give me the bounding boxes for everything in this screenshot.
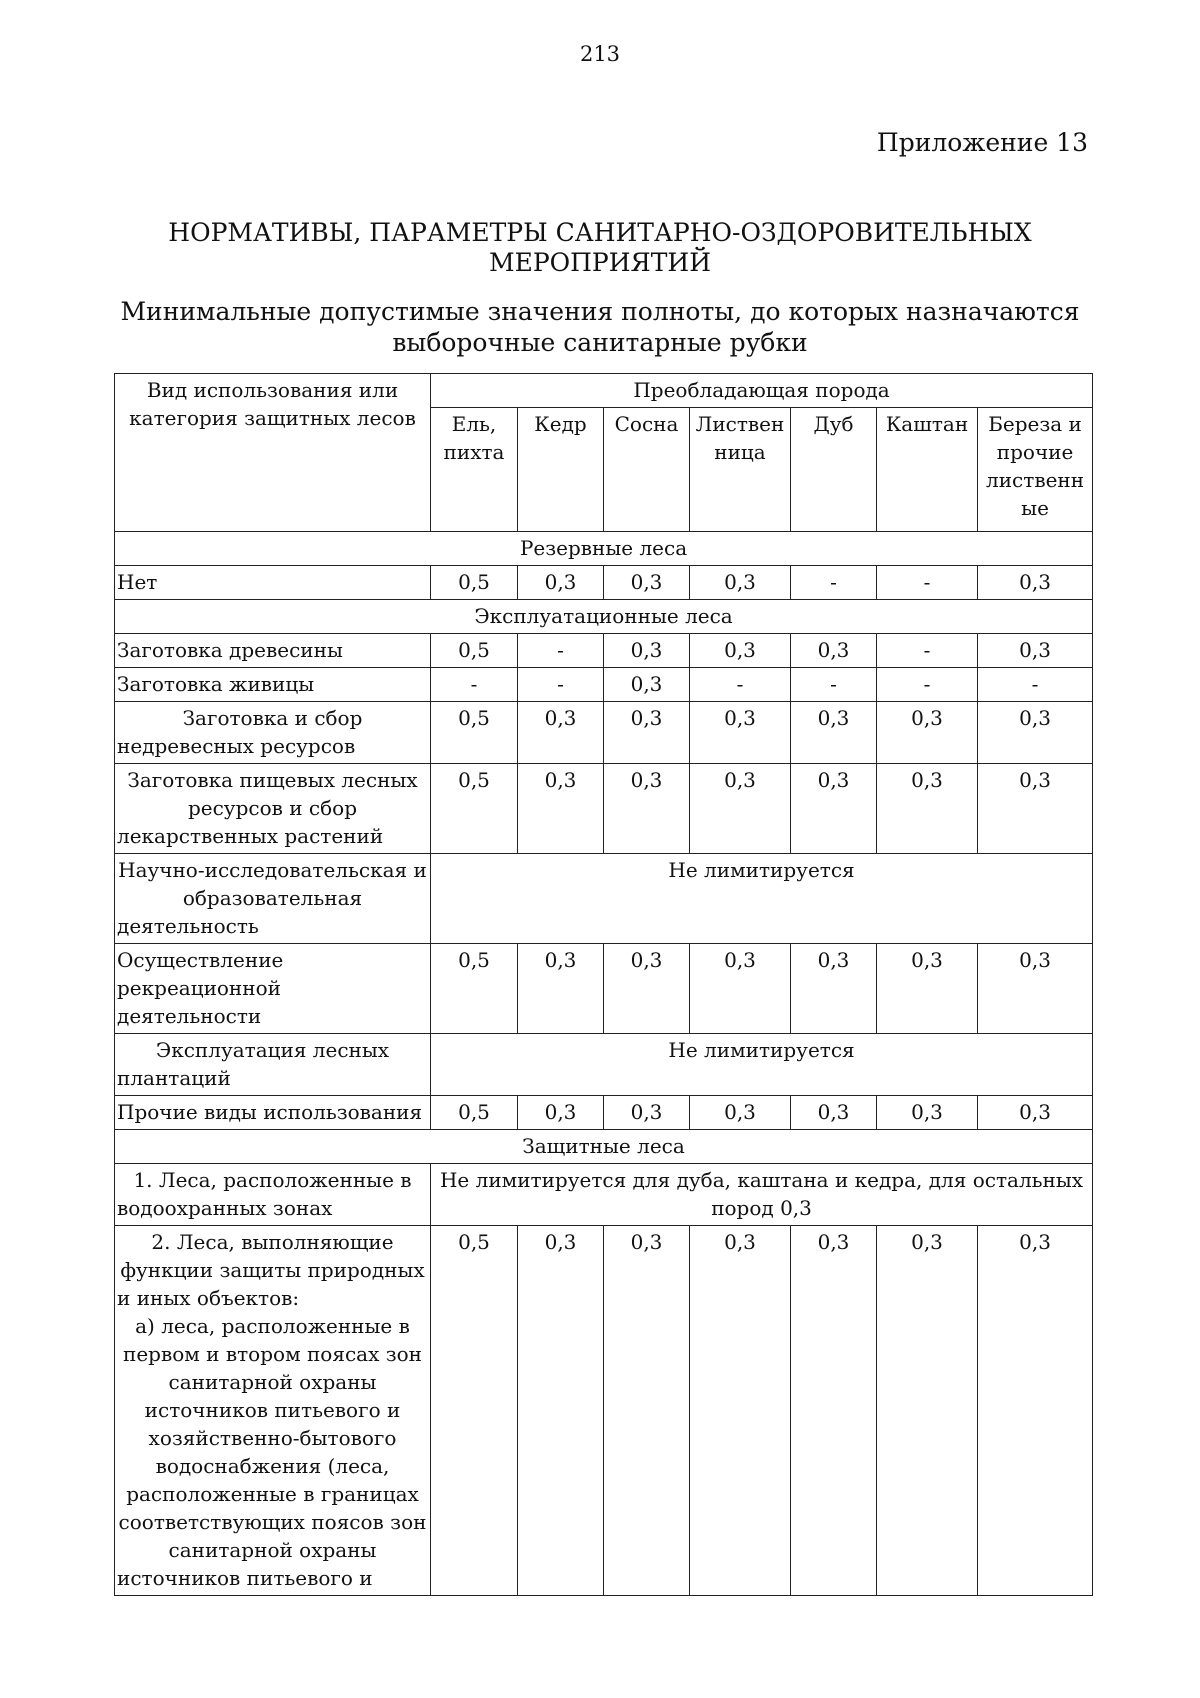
- row-label: Заготовка древесины: [115, 634, 431, 668]
- header-species-birch-other: Береза и прочие лиственн ые: [978, 408, 1093, 532]
- document-title: НОРМАТИВЫ, ПАРАМЕТРЫ САНИТАРНО-ОЗДОРОВИТЕЛЬНЫХ МЕРОПРИЯТИЙ: [168, 218, 1032, 277]
- section-protective-forests: Защитные леса: [115, 1130, 1093, 1164]
- value-cell: 0,3: [690, 566, 791, 600]
- value-cell: 0,3: [604, 1096, 690, 1130]
- header-species-spruce-fir: Ель, пихта: [431, 408, 518, 532]
- section-exploitation-forests: Эксплуатационные леса: [115, 600, 1093, 634]
- value-cell: -: [431, 668, 518, 702]
- header-usage-type: Вид использования или категория защитных лесов: [115, 374, 431, 532]
- section-reserve-forests: Резервные леса: [115, 532, 1093, 566]
- value-cell: 0,5: [431, 1096, 518, 1130]
- row-label-line: а) леса, расположенные в первом и втором поясах зон санитарной охраны источников питьевого и хозяйственно-бытового водоснабжения (леса, расположенные в границах соответствующих поясов зон санитарной охраны источников питьевого и: [117, 1314, 427, 1590]
- value-cell: 0,3: [518, 702, 604, 764]
- value-cell: 0,3: [978, 702, 1093, 764]
- section-row: [115, 600, 1093, 634]
- value-cell: 0,3: [877, 944, 978, 1034]
- value-cell: -: [791, 668, 877, 702]
- table-row: [115, 566, 1093, 600]
- value-cell: 0,3: [518, 1226, 604, 1596]
- value-cell: 0,3: [877, 1096, 978, 1130]
- row-label: Заготовка и сбор недревесных ресурсов: [115, 702, 431, 764]
- value-cell: 0,5: [431, 702, 518, 764]
- table-row: [115, 1096, 1093, 1130]
- value-cell: 0,3: [791, 764, 877, 854]
- row-label: 1. Леса, расположенные в водоохранных зонах: [115, 1164, 431, 1226]
- merged-value-cell: Не лимитируется: [431, 1034, 1093, 1096]
- value-cell: 0,3: [518, 944, 604, 1034]
- value-cell: 0,5: [431, 634, 518, 668]
- value-cell: 0,3: [791, 1226, 877, 1596]
- merged-value-cell: Не лимитируется для дуба, каштана и кедра, для остальных пород 0,3: [431, 1164, 1093, 1226]
- value-cell: 0,3: [978, 944, 1093, 1034]
- table-row: [115, 854, 1093, 944]
- row-label: Нет: [115, 566, 431, 600]
- value-cell: 0,3: [518, 1096, 604, 1130]
- row-label: Прочие виды использования: [115, 1096, 431, 1130]
- merged-value-cell: Не лимитируется: [431, 854, 1093, 944]
- row-label: Эксплуатация лесных плантаций: [115, 1034, 431, 1096]
- value-cell: 0,3: [978, 1226, 1093, 1596]
- value-cell: 0,5: [431, 764, 518, 854]
- table-row: [115, 1164, 1093, 1226]
- table-row: [115, 634, 1093, 668]
- table-row: [115, 1034, 1093, 1096]
- value-cell: 0,3: [690, 702, 791, 764]
- value-cell: 0,3: [690, 764, 791, 854]
- norms-table: [114, 373, 1093, 1596]
- value-cell: -: [791, 566, 877, 600]
- page-number: 213: [579, 42, 621, 66]
- value-cell: 0,3: [978, 764, 1093, 854]
- value-cell: 0,3: [791, 634, 877, 668]
- value-cell: 0,3: [604, 668, 690, 702]
- header-row-1: [115, 374, 1093, 408]
- row-label: Заготовка живицы: [115, 668, 431, 702]
- row-label: Научно-исследовательская и образовательная деятельность: [115, 854, 431, 944]
- section-row: [115, 1130, 1093, 1164]
- value-cell: 0,5: [431, 1226, 518, 1596]
- value-cell: 0,3: [791, 944, 877, 1034]
- value-cell: 0,5: [431, 944, 518, 1034]
- table-row: [115, 764, 1093, 854]
- row-label: [115, 1226, 431, 1596]
- value-cell: 0,3: [604, 764, 690, 854]
- value-cell: 0,3: [791, 1096, 877, 1130]
- value-cell: 0,3: [690, 634, 791, 668]
- table-caption: Минимальные допустимые значения полноты, до которых назначаются выборочные санитарные рубки: [120, 297, 1080, 357]
- table-row: [115, 944, 1093, 1034]
- table-row: [115, 668, 1093, 702]
- header-species-pine: Сосна: [604, 408, 690, 532]
- value-cell: -: [877, 668, 978, 702]
- value-cell: 0,3: [518, 764, 604, 854]
- header-species-larch: Листвен ница: [690, 408, 791, 532]
- value-cell: 0,3: [877, 702, 978, 764]
- value-cell: 0,3: [978, 566, 1093, 600]
- value-cell: 0,3: [604, 944, 690, 1034]
- value-cell: 0,3: [978, 634, 1093, 668]
- value-cell: -: [518, 668, 604, 702]
- header-species-oak: Дуб: [791, 408, 877, 532]
- value-cell: 0,3: [604, 634, 690, 668]
- value-cell: -: [518, 634, 604, 668]
- header-species-chestnut: Каштан: [877, 408, 978, 532]
- value-cell: 0,3: [791, 702, 877, 764]
- row-label: Заготовка пищевых лесных ресурсов и сбор лекарственных растений: [115, 764, 431, 854]
- value-cell: 0,3: [690, 1226, 791, 1596]
- value-cell: -: [877, 566, 978, 600]
- appendix-label: Приложение 13: [876, 128, 1088, 157]
- row-label-line: 2. Леса, выполняющие функции защиты природных и иных объектов:: [117, 1230, 425, 1310]
- value-cell: 0,3: [877, 1226, 978, 1596]
- value-cell: 0,3: [690, 1096, 791, 1130]
- header-species-cedar: Кедр: [518, 408, 604, 532]
- header-prevailing-species: Преобладающая порода: [431, 374, 1093, 408]
- value-cell: 0,3: [604, 702, 690, 764]
- value-cell: -: [877, 634, 978, 668]
- section-row: [115, 532, 1093, 566]
- value-cell: -: [978, 668, 1093, 702]
- value-cell: 0,3: [604, 566, 690, 600]
- value-cell: 0,3: [518, 566, 604, 600]
- value-cell: 0,3: [604, 1226, 690, 1596]
- value-cell: 0,3: [877, 764, 978, 854]
- value-cell: 0,3: [690, 944, 791, 1034]
- table-row: [115, 1226, 1093, 1596]
- value-cell: -: [690, 668, 791, 702]
- value-cell: 0,3: [978, 1096, 1093, 1130]
- row-label: Осуществление рекреационной деятельности: [115, 944, 431, 1034]
- table-row: [115, 702, 1093, 764]
- value-cell: 0,5: [431, 566, 518, 600]
